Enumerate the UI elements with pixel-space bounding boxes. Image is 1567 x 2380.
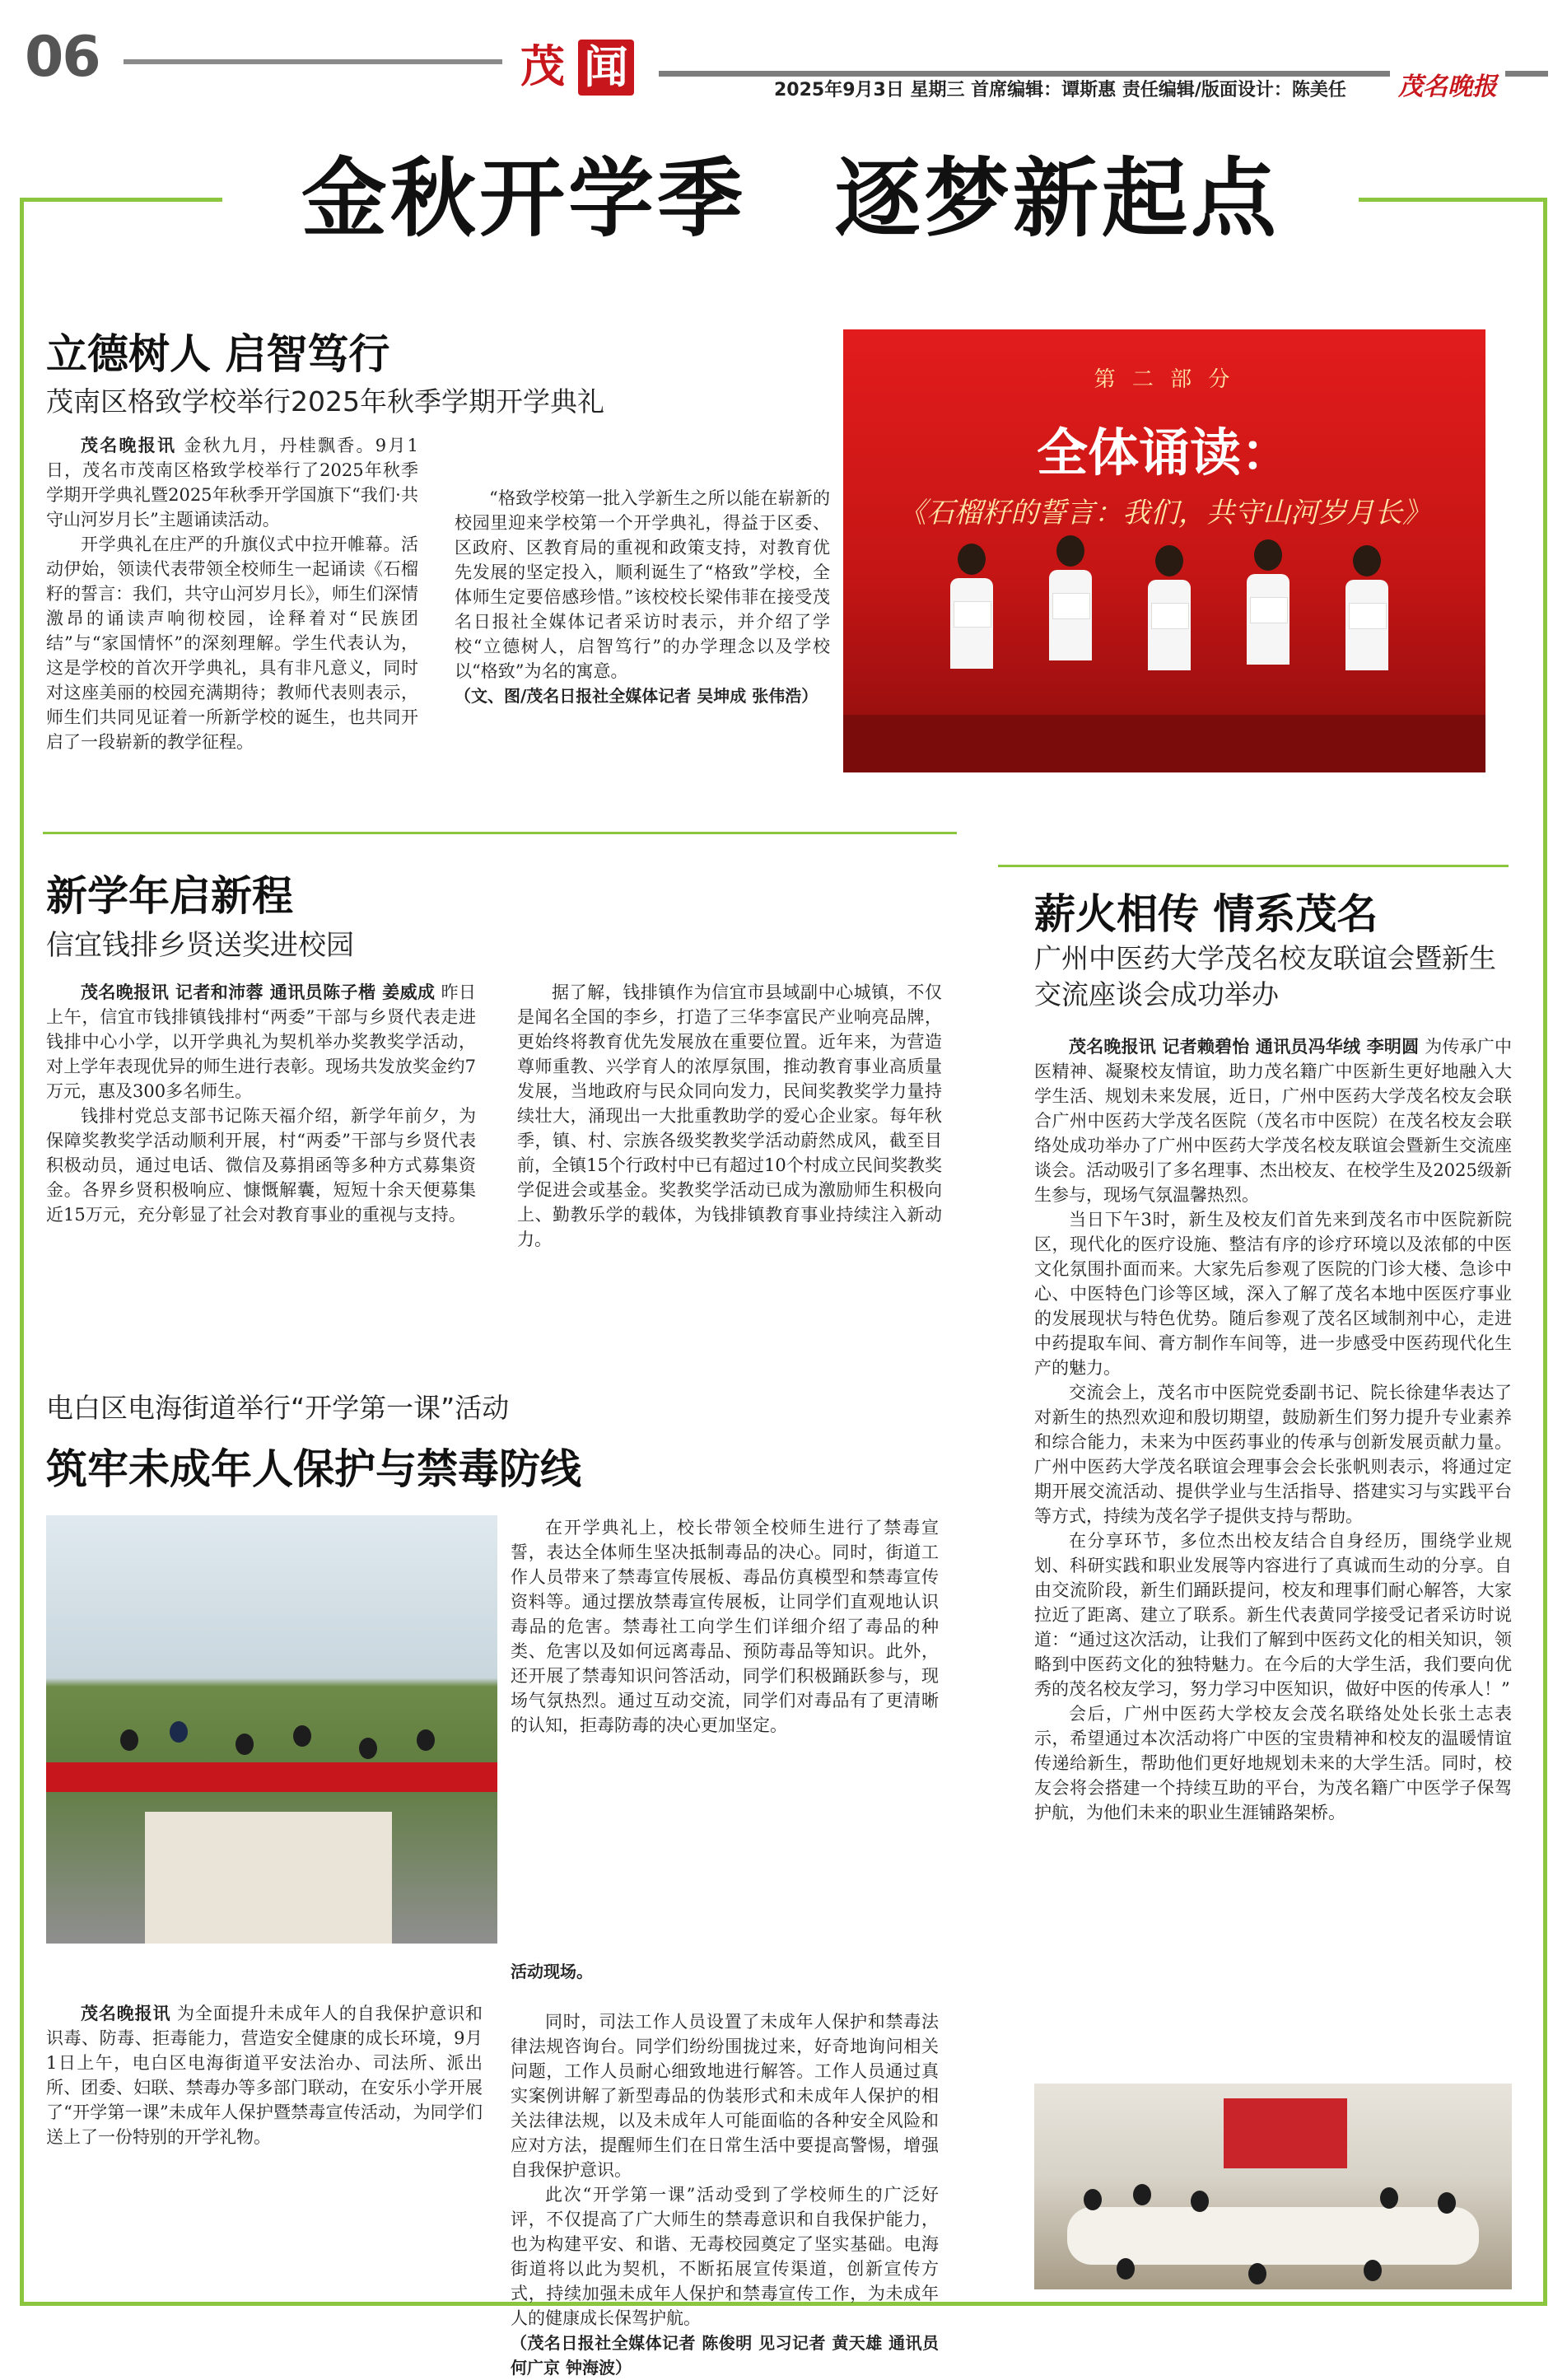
section-label [520, 31, 644, 97]
article4-subhead: 广州中医药大学茂名校友联谊会暨新生交流座谈会成功举办 [1034, 942, 1496, 1010]
article4-col [1034, 1034, 1512, 1825]
article3-p4: 此次“开学第一课”活动受到了学校师生的广泛好评，不仅提高了广大师生的禁毒意识和自我保护能力，也为构建平安、和谐、无毒校园奠定了坚实基础。电海街道将以此为契机，不断拓展宣传渠道，创新宣传方式，持续加强未成年人保护和禁毒宣传工作，为未成年人的健康成长保驾护航。 [511, 2185, 939, 2328]
article4-p3: 交流会上，茂名市中医院党委副书记、院长徐建华表达了对新生的热烈欢迎和殷切期望，鼓励新生们努力提升专业素养和综合能力，未来为中医药事业的传承与创新发展贡献力量。广州中医药大学茂名联谊会理事会会长张帆则表示，将通过定期开展交流活动、提供学业与生活指导、搭建实习与实践平台等方式，持续为茂名学子提供支持与帮助。 [1034, 1383, 1512, 1526]
article4-photo [1034, 2084, 1512, 2289]
section-char-1: 茂 [520, 40, 565, 92]
article1-p1: 金秋九月，丹桂飘香。9月1日，茂名市茂南区格致学校举行了2025年秋季学期开学典礼暨2025年秋季开学国旗下“我们·共守山河岁月长”主题诵读活动。 [46, 436, 418, 530]
article1-lead: 茂名晚报讯 [81, 436, 177, 455]
article4-p2: 当日下午3时，新生及校友们首先来到茂名市中医院新院区，现代化的医疗设施、整洁有序的诊疗环境以及浓郁的中医文化氛围扑面而来。大家先后参观了医院的门诊大楼、急诊中心、中医特色门诊等区域，深入了解了茂名本地中医医疗事业的发展现状与特色优势。随后参观了茂名区域制剂中心，走进中药提取车间、膏方制作车间等，进一步感受中医药现代化生产的魅力。 [1034, 1210, 1512, 1378]
article2-p3: 据了解，钱排镇作为信宜市县域副中心城镇，不仅是闻名全国的李乡，打造了三华李富民产业响亮品牌，更始终将教育优先发展放在重要位置。近年来，为营造尊师重教、兴学育人的浓厚氛围，推动教育事业高质量发展，当地政府与民众同向发力，民间奖教奖学力量持续壮大，涌现出一大批重教助学的爱心企业家。每年秋季，镇、村、宗族各级奖教奖学活动蔚然成风，截至目前，全镇15个行政村中已有超过10个村成立民间奖教奖学促进会或基金。奖教奖学活动已成为激励师生积极向上、勤教乐学的载体，为钱排镇教育事业持续注入新动力。 [517, 982, 942, 1249]
performer [950, 544, 993, 669]
article4-p4: 在分享环节，多位杰出校友结合自身经历，围绕学业规划、科研实践和职业发展等内容进行了真诚而生动的分享。自由交流阶段，新生们踊跃提问，校友和理事们耐心解答，大家拉近了距离、建立了联系。新生代表黄同学接受记者采访时说道：“通过这次活动，让我们了解到中医药文化的相关知识，领略到中医药文化的独特魅力。在今后的大学生活，我们要向优秀的茂名校友学习，努力学习中医知识，做好中医的传承人！” [1034, 1531, 1512, 1699]
page-number: 06 [25, 25, 100, 90]
article4-p1: 为传承广中医精神、凝聚校友情谊，助力茂名籍广中医新生更好地融入大学生活、规划未来发展，近日，广州中医药大学茂名校友会联合广州中医药大学茂名医院（茂名市中医院）在茂名校友会联络处成功举办了广州中医药大学茂名校友联谊会暨新生交流座谈会。活动吸引了多名理事、杰出校友、在校学生及2025级新生参与，现场气氛温馨热烈。 [1034, 1037, 1512, 1205]
article3-p3: 同时，司法工作人员设置了未成年人保护和禁毒法律法规咨询台。同学们纷纷围拢过来，好奇地询问相关问题，工作人员耐心细致地进行解答。工作人员通过真实案例讲解了新型毒品的伪装形式和未成年人保护的相关法律法规，以及未成年人可能面临的各种安全风险和应对方法，提醒师生们在日常生活中要提高警惕，增强自我保护意识。 [511, 2012, 939, 2180]
article3-caption: 活动现场。 [511, 1962, 593, 1981]
article3-col1 [46, 2001, 483, 2149]
issue-info: 2025年9月3日 星期三 首席编辑：谭斯惠 责任编辑/版面设计：陈美任 [774, 80, 1346, 100]
article3-lead: 茂名晚报讯 [81, 2004, 171, 2023]
article3-p2: 在开学典礼上，校长带领全校师生进行了禁毒宣誓，表达全体师生坚决抵制毒品的决心。同时，街道工作人员带来了禁毒宣传展板、毒品仿真模型和禁毒宣传资料等。通过摆放禁毒宣传展板，让同学们直观地认识毒品的危害。禁毒社工向学生们详细介绍了毒品的种类、危害以及如何远离毒品、预防毒品等知识。此外，还开展了禁毒知识问答活动，同学们积极踊跃参与，现场气氛热烈。通过互动交流，同学们对毒品有了更清晰的认知，拒毒防毒的决心更加坚定。 [511, 1518, 939, 1735]
performer [1148, 545, 1191, 670]
stage-podium [843, 715, 1485, 772]
performer [1345, 545, 1388, 670]
article3-p1: 为全面提升未成年人的自我保护意识和识毒、防毒、拒毒能力，营造安全健康的成长环境，9月1日上午，电白区电海街道平安法治办、司法所、派出所、团委、妇联、禁毒办等多部门联动，在安乐小学开展了“开学第一课”未成年人保护暨禁毒宣传活动，为同学们送上了一份特别的开学礼物。 [46, 2004, 483, 2147]
banner-title: 金秋开学季 逐梦新起点 [222, 153, 1359, 244]
masthead-rule [124, 59, 502, 64]
article2-lead: 茂名晚报讯 记者和沛蓉 通讯员陈子楷 姜威成 [81, 982, 436, 1002]
article3-col2 [511, 2009, 939, 2380]
article1-headline: 立德树人 启智笃行 [46, 330, 390, 378]
article2-p2: 钱排村党总支部书记陈天福介绍，新学年前夕，为保障奖教奖学活动顺利开展，村“两委”干部与乡贤代表积极动员，通过电话、微信及募捐函等多种方式募集资金。各界乡贤积极响应、慷慨解囊，短短十余天便募集近15万元，充分彰显了社会对教育事业的重视与支持。 [46, 1106, 476, 1225]
photo-stage-title: 全体诵读： [1036, 422, 1292, 483]
article2-headline: 新学年启新程 [46, 872, 293, 920]
performer [1247, 539, 1290, 665]
article4-lead: 茂名晚报讯 记者赖碧怡 通讯员冯华绒 李明圆 [1069, 1037, 1420, 1057]
article2-p1: 昨日上午，信宜市钱排镇钱排村“两委”干部与乡贤代表走进钱排中心小学，以开学典礼为契机举办奖教奖学活动，对上学年表现优异的师生进行表彰。现场共发放奖金约7万元，惠及300多名师生。 [46, 982, 476, 1101]
photo-stage-subtitle: 《石榴籽的誓言：我们，共守山河岁月长》 [898, 497, 1430, 530]
article1-col1 [46, 433, 418, 754]
article2-col2 [517, 980, 942, 1252]
section-divider [998, 865, 1509, 867]
photo-red-table [46, 1762, 497, 1792]
article2-col1 [46, 980, 476, 1227]
article3-photo [46, 1515, 497, 1944]
article1-subhead: 茂南区格致学校举行2025年秋季学期开学典礼 [46, 385, 604, 418]
section-divider [43, 832, 957, 834]
article1-col2 [455, 486, 830, 708]
article1-byline: （文、图/茂名日报社全媒体记者 吴坤成 张伟浩） [455, 686, 818, 706]
photo-meeting-screen [1224, 2098, 1347, 2168]
article1-p2: 开学典礼在庄严的升旗仪式中拉开帷幕。活动伊始，领读代表带领全校师生一起诵读《石榴籽的誓言：我们，共守山河岁月长》，师生们深情激昂的诵读声响彻校园，诠释着对“民族团结”与“家国情怀”的深刻理解。学生代表认为，这是学校的首次开学典礼，具有非凡意义，同时对这座美丽的校园充满期待；教师代表则表示，师生们共同见证着一所新学校的诞生，也共同开启了一段崭新的教学征程。 [46, 534, 418, 752]
article1-p3: “格致学校第一批入学新生之所以能在崭新的校园里迎来学校第一个开学典礼，得益于区委、区政府、区教育局的重视和政策支持，对教育优先发展的坚定投入，顺利诞生了“格致”学校，全体师生定要倍感珍惜。”该校校长梁伟菲在接受茂名日报社全媒体记者采访时表示，并介绍了学校“立德树人，启智笃行”的办学理念以及学校以“格致”为名的寓意。 [455, 488, 830, 681]
article1-photo [843, 329, 1485, 772]
section-char-2: 闻 [578, 40, 634, 96]
article3-headline: 筑牢未成年人保护与禁毒防线 [46, 1445, 581, 1493]
article4-p5: 会后，广州中医药大学校友会茂名联络处处长张土志表示，希望通过本次活动将广中医的宝贵精神和校友的温暖情谊传递给新生，帮助他们更好地规划未来的大学生活。同时，校友会将会搭建一个持续互助的平台，为茂名籍广中医学子保驾护航，为他们未来的职业生涯铺路架桥。 [1034, 1704, 1512, 1822]
photo-crowd [145, 1812, 392, 1944]
photo-meeting-table [1067, 2207, 1479, 2265]
article3-kicker: 电白区电海街道举行“开学第一课”活动 [46, 1392, 510, 1424]
article3-byline: （茂名日报社全媒体记者 陈俊明 见习记者 黄天雄 通讯员 何广京 钟海波） [511, 2333, 939, 2378]
article3-col2-top [511, 1515, 939, 1738]
performer [1049, 535, 1092, 660]
brand-logo: 茂名晚报 [1390, 71, 1505, 104]
photo-stage-part: 第 二 部 分 [1094, 367, 1235, 392]
article4-headline: 薪火相传 情系茂名 [1034, 890, 1378, 938]
article2-subhead: 信宜钱排乡贤送奖进校园 [46, 929, 354, 962]
